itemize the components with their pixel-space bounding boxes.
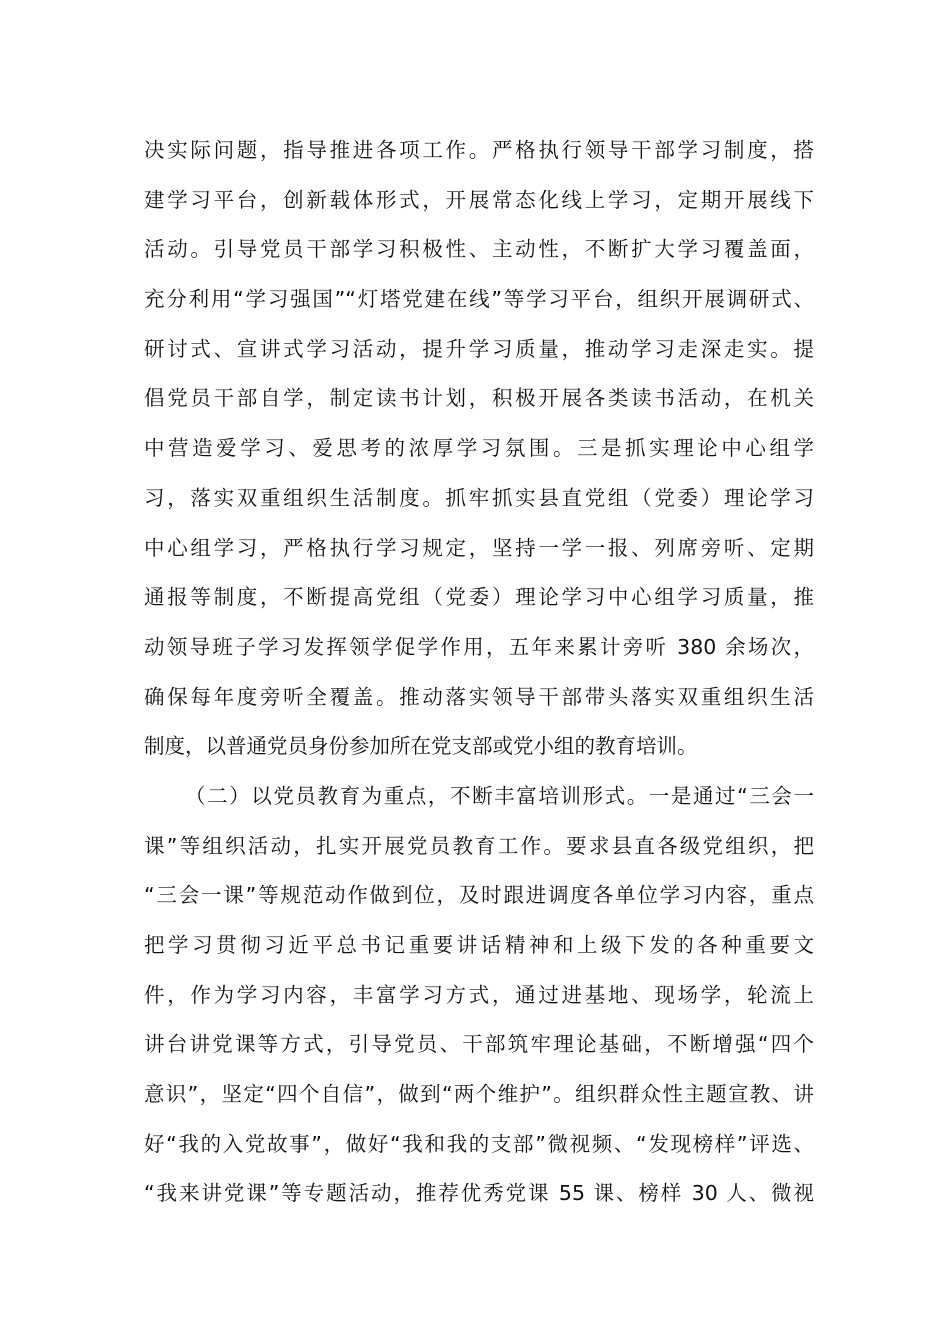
text-line: 充分利用“学习强国”“灯塔党建在线”等学习平台，组织开展调研式、 [144, 287, 814, 312]
paragraph-end-line: 制度，以普通党员身份参加所在党支部或党小组的教育培训。 [144, 734, 698, 759]
section-heading-line: （二）以党员教育为重点，不断丰富培训形式。一是通过“三会一 [185, 783, 814, 808]
text-line: 习，落实双重组织生活制度。抓牢抓实县直党组（党委）理论学习 [144, 485, 814, 510]
text-line: 研讨式、宣讲式学习活动，提升学习质量，推动学习走深走实。提 [144, 336, 814, 361]
text-line: 件，作为学习内容，丰富学习方式，通过进基地、现场学，轮流上 [144, 982, 814, 1007]
text-line: 确保每年度旁听全覆盖。推动落实领导干部带头落实双重组织生活 [144, 684, 814, 709]
text-line: 课”等组织活动，扎实开展党员教育工作。要求县直各级党组织，把 [144, 833, 814, 858]
text-line: 建学习平台，创新载体形式，开展常态化线上学习，定期开展线下 [144, 187, 814, 212]
text-line: 中心组学习，严格执行学习规定，坚持一学一报、列席旁听、定期 [144, 535, 814, 560]
text-line: “三会一课”等规范动作做到位，及时跟进调度各单位学习内容，重点 [144, 883, 814, 908]
text-line: 中营造爱学习、爱思考的浓厚学习氛围。三是抓实理论中心组学 [144, 436, 814, 461]
text-line: 讲台讲党课等方式，引导党员、干部筑牢理论基础，不断增强“四个 [144, 1032, 814, 1057]
text-line: “我来讲党课”等专题活动，推荐优秀党课 55 课、榜样 30 人、微视 [144, 1181, 814, 1206]
text-line: 动领导班子学习发挥领学促学作用，五年来累计旁听 380 余场次， [144, 634, 814, 659]
text-line: 决实际问题，指导推进各项工作。严格执行领导干部学习制度，搭 [144, 138, 814, 162]
text-line: 通报等制度，不断提高党组（党委）理论学习中心组学习质量，推 [144, 585, 814, 610]
body-text [144, 126, 814, 1219]
text-line: 好“我的入党故事”，做好“我和我的支部”微视频、“发现榜样”评选、 [144, 1131, 814, 1156]
text-line: 把学习贯彻习近平总书记重要讲话精神和上级下发的各种重要文 [144, 933, 814, 957]
text-line: 倡党员干部自学，制定读书计划，积极开展各类读书活动，在机关 [144, 386, 814, 411]
text-line: 意识”，坚定“四个自信”，做到“两个维护”。组织群众性主题宣教、讲 [144, 1082, 814, 1107]
text-line: 活动。引导党员干部学习积极性、主动性，不断扩大学习覆盖面， [144, 237, 814, 262]
